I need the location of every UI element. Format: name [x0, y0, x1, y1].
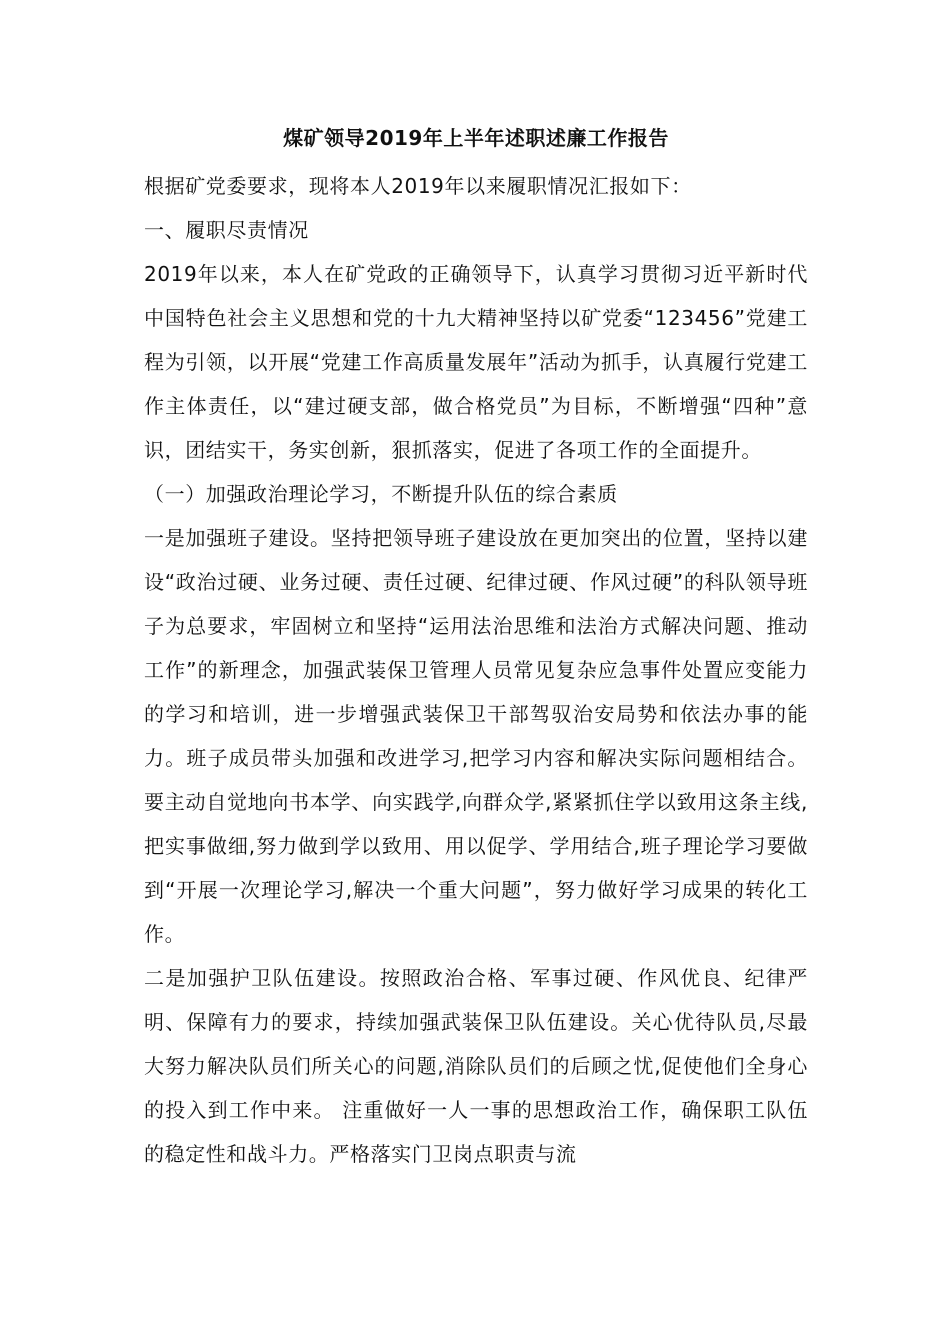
body-paragraph: 2019年以来，本人在矿党政的正确领导下，认真学习贯彻习近平新时代中国特色社会主义思想和党的十九大精神坚持以矿党委“123456”党建工程为引领，以开展“党建工作高质量发展年”活动为抓手，认真履行党建工作主体责任，以“建过硬支部，做合格党员”为目标，不断增强“四种”意识，团结实干，务实创新，狠抓落实，促进了各项工作的全面提升。 [144, 262, 808, 462]
body-paragraph: 一是加强班子建设。坚持把领导班子建设放在更加突出的位置，坚持以建设“政治过硬、业务过硬、责任过硬、纪律过硬、作风过硬”的科队领导班子为总要求，牢固树立和坚持“运用法治思维和法治方式解决问题、推动工作”的新理念，加强武装保卫管理人员常见复杂应急事件处置应变能力的学习和培训，进一步增强武装保卫干部驾驭治安局势和依法办事的能力。班子成员带头加强和改进学习,把学习内容和解决实际问题相结合。要主动自觉地向书本学、向实践学,向群众学,紧紧抓住学以致用这条主线,把实事做细,努力做到学以致用、用以促学、学用结合,班子理论学习要做到“开展一次理论学习,解决一个重大问题”，努力做好学习成果的转化工作。 [144, 526, 808, 946]
intro-paragraph: 根据矿党委要求，现将本人2019年以来履职情况汇报如下： [144, 174, 692, 198]
document-page [144, 116, 808, 1176]
subsection-heading: （一）加强政治理论学习，不断提升队伍的综合素质 [144, 482, 618, 506]
document-title: 煤矿领导2019年上半年述职述廉工作报告 [283, 126, 669, 150]
body-paragraph: 二是加强护卫队伍建设。按照政治合格、军事过硬、作风优良、纪律严明、保障有力的要求，持续加强武装保卫队伍建设。关心优待队员,尽最大努力解决队员们所关心的问题,消除队员们的后顾之忧,促使他们全身心的投入到工作中来。 注重做好一人一事的思想政治工作，确保职工队伍的稳定性和战斗力。严格落实门卫岗点职责与流 [144, 966, 808, 1166]
section-heading: 一、履职尽责情况 [144, 218, 309, 242]
